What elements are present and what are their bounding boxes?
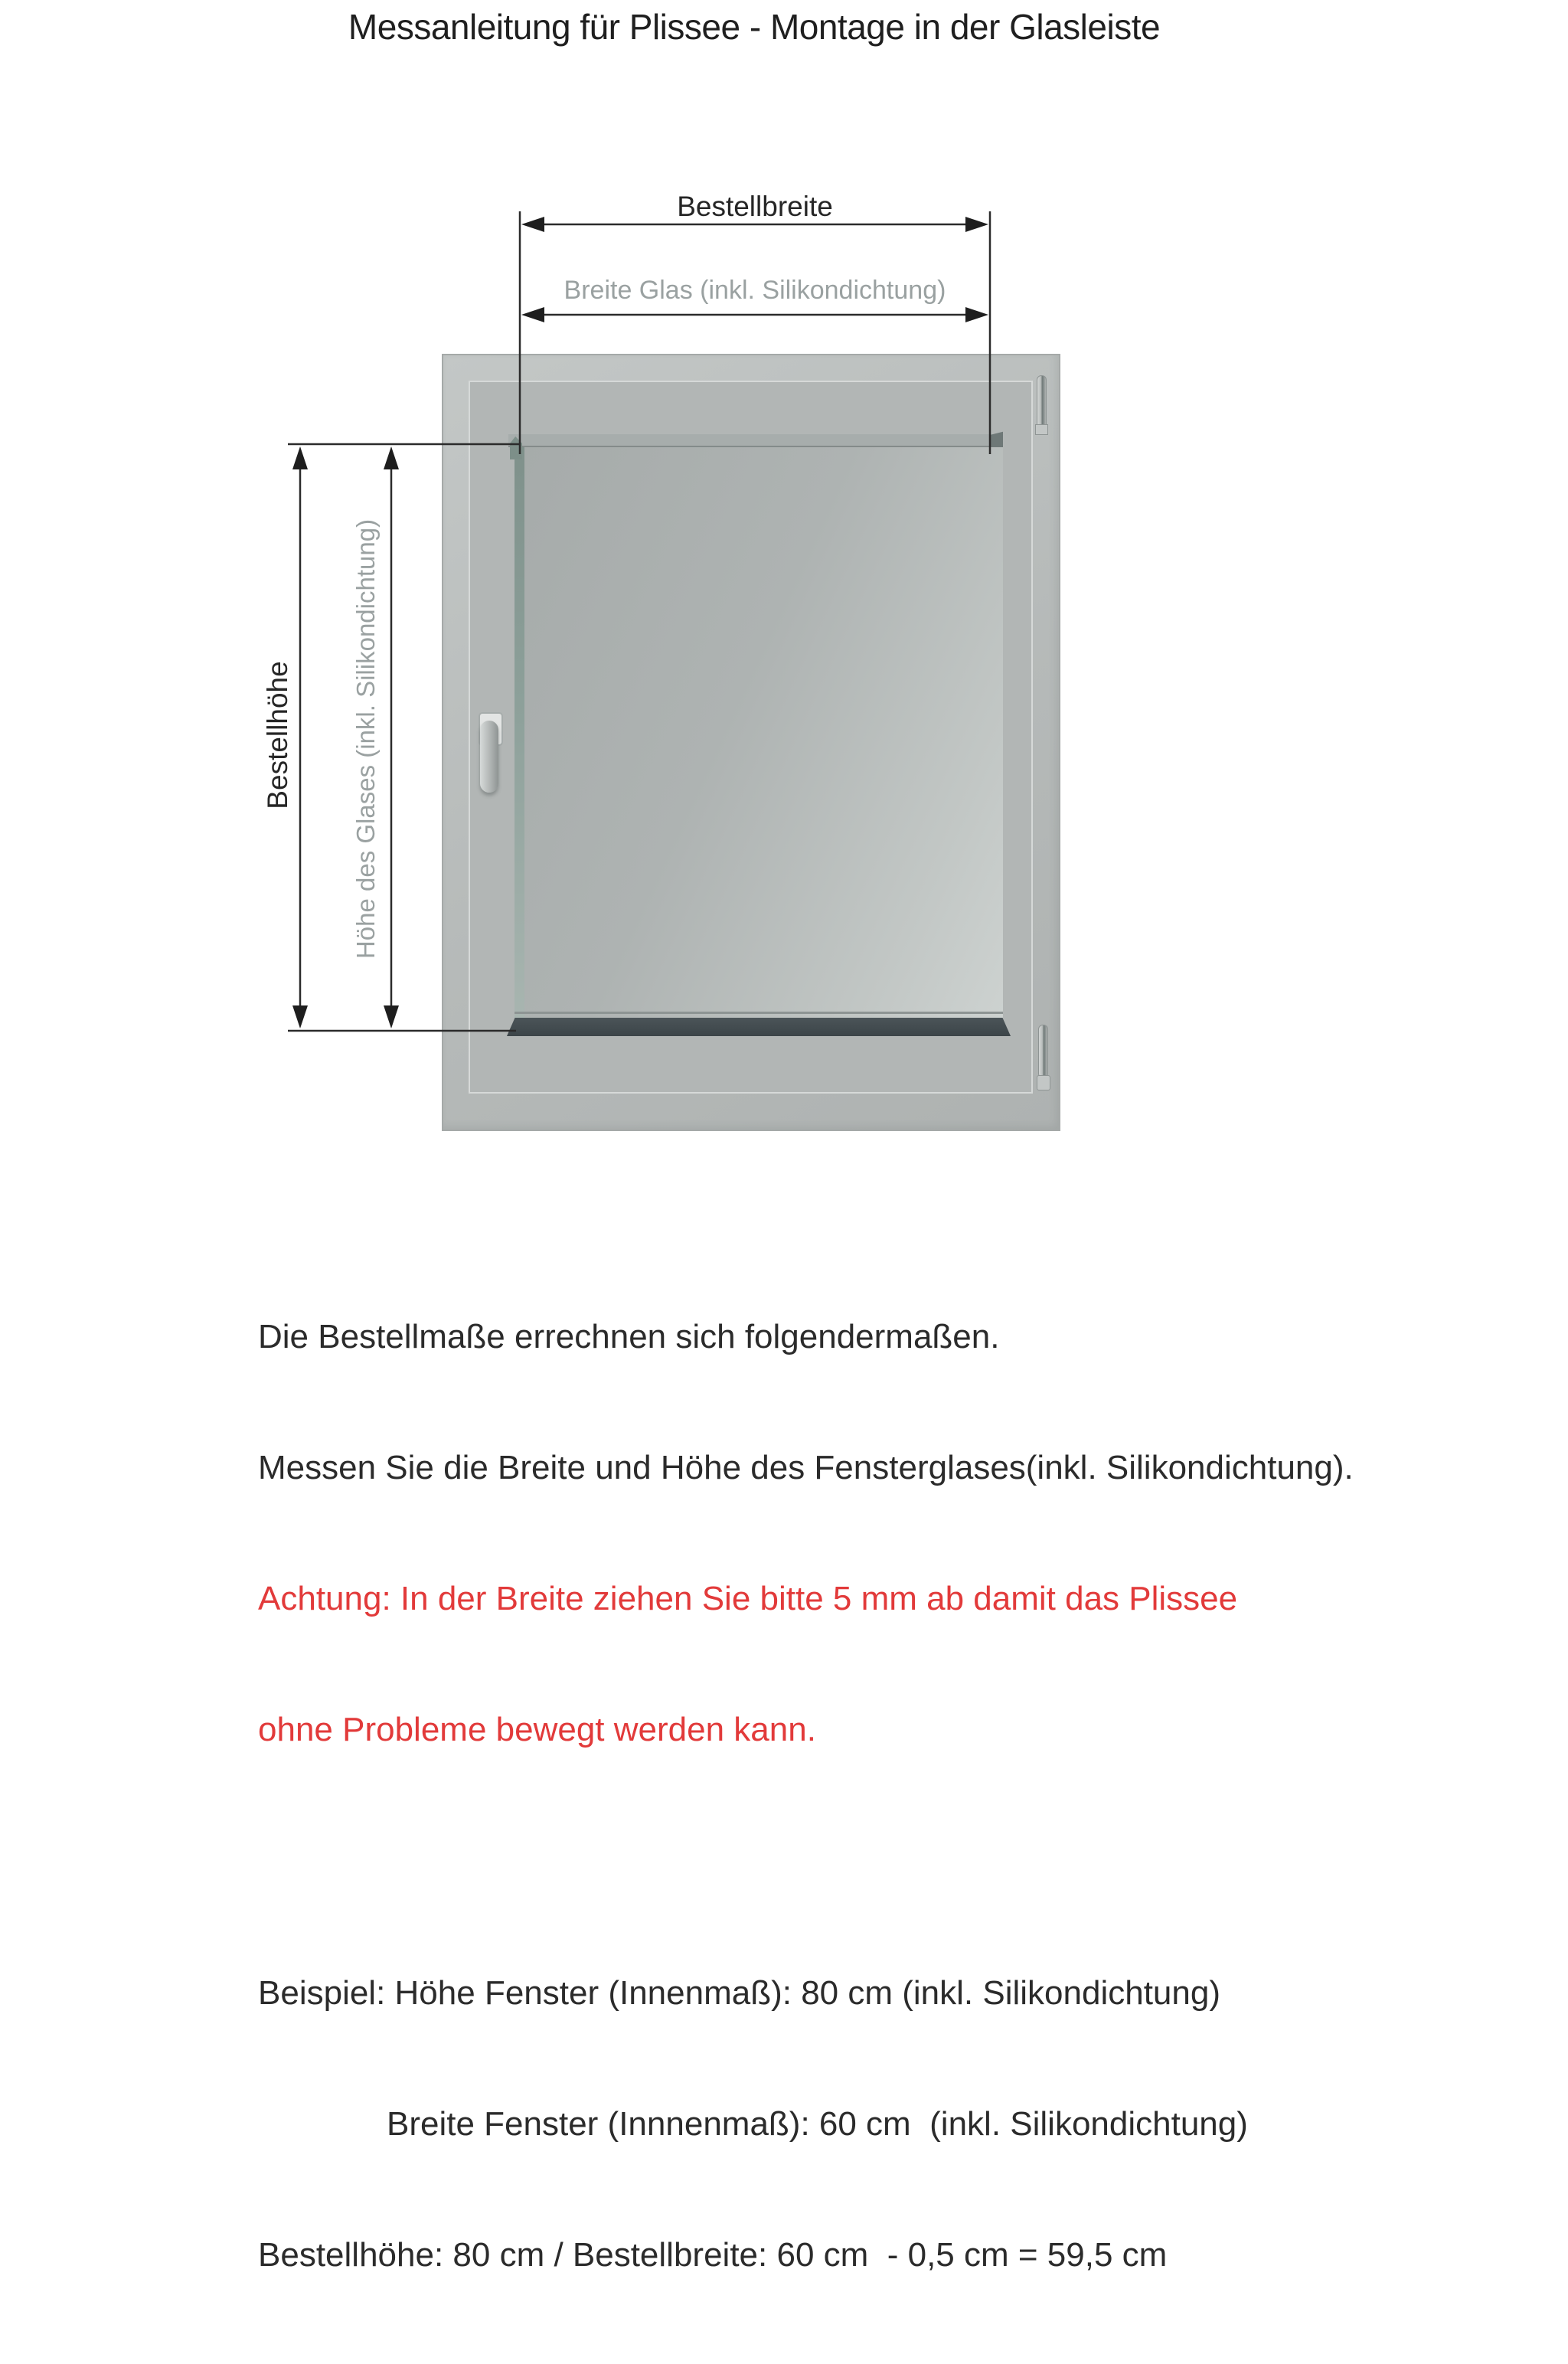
glass-bottom-edge: [514, 1012, 1003, 1014]
arrowhead-up-icon: [384, 446, 399, 469]
example-line-1: Beispiel: Höhe Fenster (Innenmaß): 80 cm (inkl. Silikondichtung): [258, 1974, 1220, 2012]
label-bestellbreite: Bestellbreite: [677, 191, 833, 222]
intro-line-2: Messen Sie die Breite und Höhe des Fensterglases(inkl. Silikondichtung).: [258, 1449, 1354, 1486]
plissee-bottom-rail: [507, 1018, 1011, 1036]
example-line-3: Bestellhöhe: 80 cm / Bestellbreite: 60 cm - 0,5 cm = 59,5 cm: [258, 2236, 1168, 2274]
text-spacer: [258, 1839, 1498, 1884]
hinge-top-foot: [1035, 424, 1048, 435]
intro-line-1: Die Bestellmaße errechnen sich folgendermaßen.: [258, 1318, 1000, 1355]
window-glass: [514, 447, 1003, 1018]
plissee-top-rail: [508, 434, 998, 447]
label-breite-glas: Breite Glas (inkl. Silikondichtung): [564, 276, 946, 305]
label-hoehe-glas: Höhe des Glases (inkl. Silikondichtung): [351, 518, 380, 960]
window-handle-lever: [480, 721, 498, 793]
warning-line-1: Achtung: In der Breite ziehen Sie bitte 5 mm ab damit das Plissee: [258, 1580, 1238, 1617]
example-line-2: Breite Fenster (Innnenmaß): 60 cm (inkl. Silikondichtung): [387, 2105, 1248, 2143]
hinge-bottom-foot: [1037, 1075, 1050, 1090]
arrowhead-left-icon: [521, 307, 544, 322]
glass-right-seal: [994, 447, 1003, 1018]
hinge-bottom-icon: [1038, 1025, 1048, 1078]
arrowhead-right-icon: [965, 307, 988, 322]
arrowhead-down-icon: [384, 1005, 399, 1028]
label-bestellhoehe: Bestellhöhe: [262, 661, 293, 809]
arrowhead-up-icon: [292, 446, 308, 469]
glass-left-seal: [514, 447, 524, 1018]
arrowhead-down-icon: [292, 1005, 308, 1028]
instruction-text-block: [258, 1228, 1498, 2364]
page-title: Messanleitung für Plissee - Montage in der Glasleiste: [348, 7, 1161, 47]
warning-line-2: ohne Probleme bewegt werden kann.: [258, 1711, 816, 1748]
